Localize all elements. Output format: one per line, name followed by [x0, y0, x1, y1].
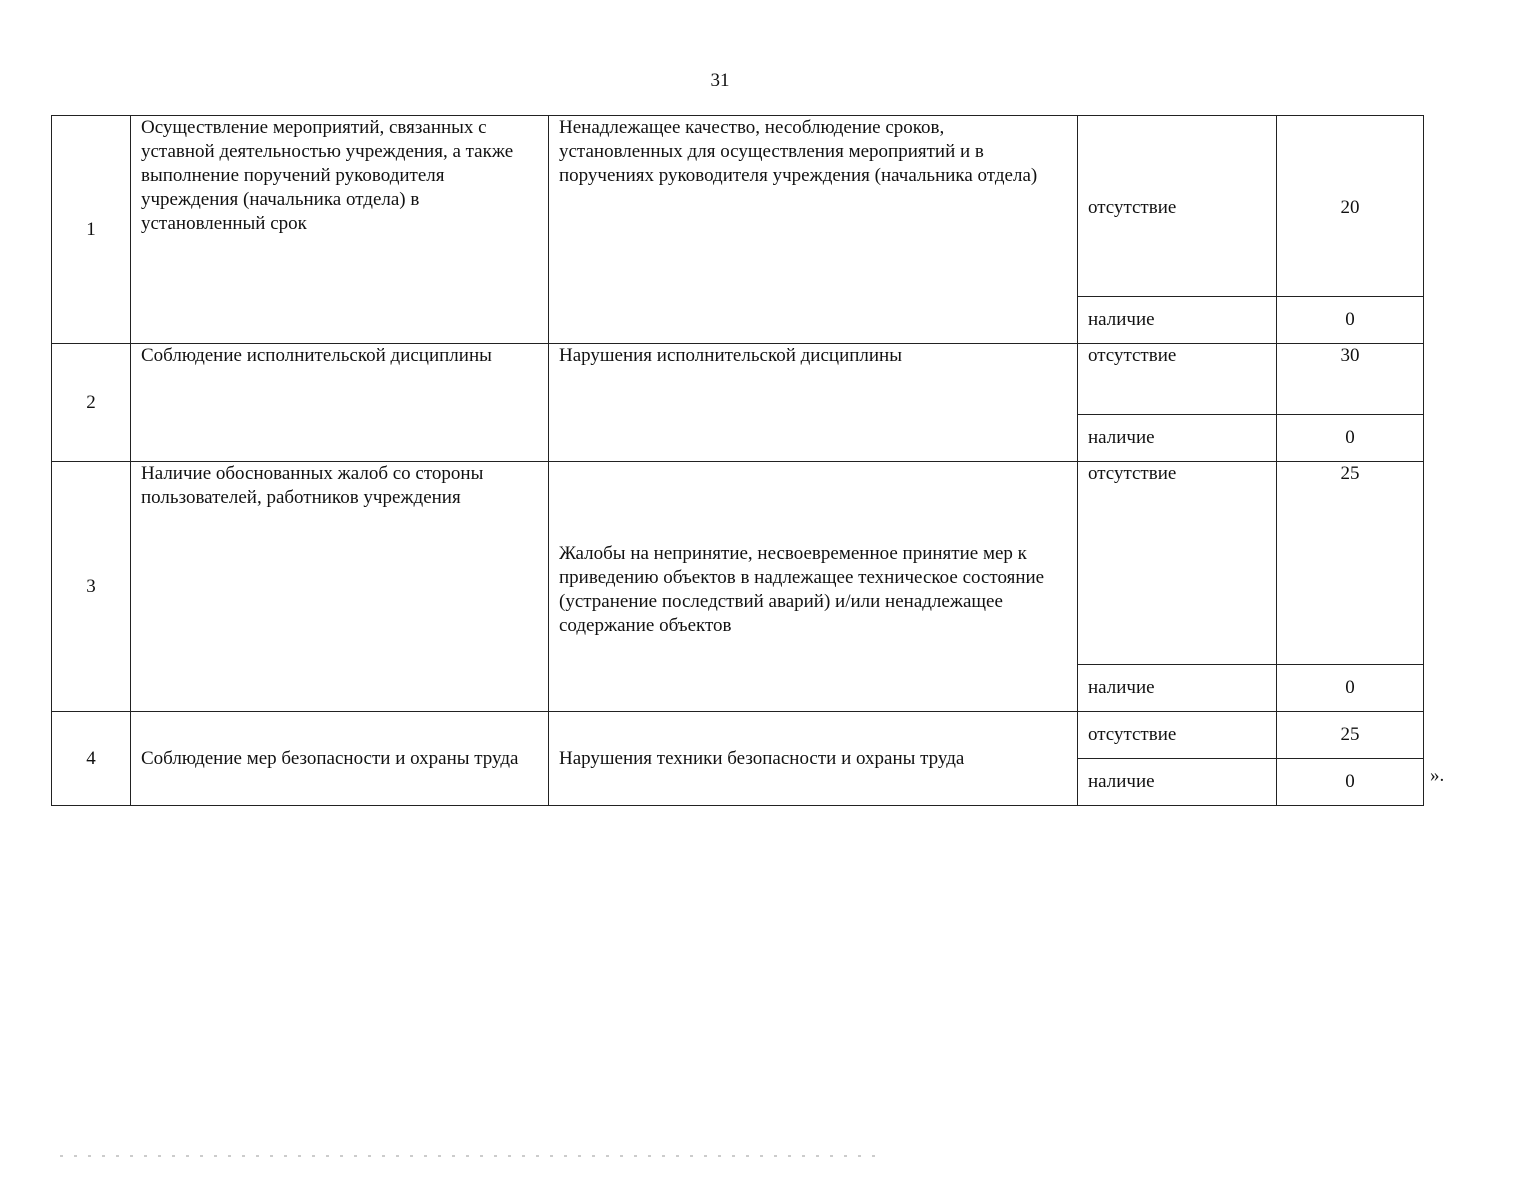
absence-score: 25 — [1277, 712, 1424, 759]
presence-score: 0 — [1277, 665, 1424, 712]
absence-score: 20 — [1277, 116, 1424, 297]
presence-label: наличие — [1078, 297, 1277, 344]
row-number: 4 — [52, 712, 131, 806]
table-row — [52, 344, 1424, 415]
closing-quote-mark: ». — [1430, 765, 1445, 786]
presence-label: наличие — [1078, 759, 1277, 806]
absence-score: 25 — [1277, 462, 1424, 665]
absence-label: отсутствие — [1078, 462, 1277, 665]
absence-label: отсутствие — [1078, 344, 1277, 415]
criterion-cell: Наличие обоснованных жалоб со стороны пользователей, работников учреждения — [131, 462, 549, 712]
presence-score: 0 — [1277, 415, 1424, 462]
criterion-cell: Соблюдение мер безопасности и охраны труда — [131, 712, 549, 806]
row-number: 2 — [52, 344, 131, 462]
presence-label: наличие — [1078, 665, 1277, 712]
row-number: 1 — [52, 116, 131, 344]
indicator-cell: Ненадлежащее качество, несоблюдение сроков, установленных для осуществления мероприятий и в поручениях руководителя учреждения (начальника отдела) — [549, 116, 1078, 344]
scan-artifact-line — [60, 1155, 880, 1157]
absence-label: отсутствие — [1078, 712, 1277, 759]
presence-score: 0 — [1277, 759, 1424, 806]
criteria-table — [51, 115, 1424, 806]
indicator-cell: Нарушения исполнительской дисциплины — [549, 344, 1078, 462]
table-row — [52, 462, 1424, 665]
page-number: 31 — [710, 70, 730, 91]
indicator-cell: Жалобы на непринятие, несвоевременное принятие мер к приведению объектов в надлежащее техническое состояние (устранение последствий аварий) и/или ненадлежащее содержание объектов — [549, 462, 1078, 712]
table-row — [52, 712, 1424, 759]
absence-score: 30 — [1277, 344, 1424, 415]
row-number: 3 — [52, 462, 131, 712]
indicator-cell: Нарушения техники безопасности и охраны труда — [549, 712, 1078, 806]
absence-label: отсутствие — [1078, 116, 1277, 297]
table-row — [52, 116, 1424, 297]
criterion-cell: Осуществление мероприятий, связанных с уставной деятельностью учреждения, а также выполнение поручений руководителя учреждения (начальника отдела) в установленный срок — [131, 116, 549, 344]
presence-score: 0 — [1277, 297, 1424, 344]
criterion-cell: Соблюдение исполнительской дисциплины — [131, 344, 549, 462]
presence-label: наличие — [1078, 415, 1277, 462]
